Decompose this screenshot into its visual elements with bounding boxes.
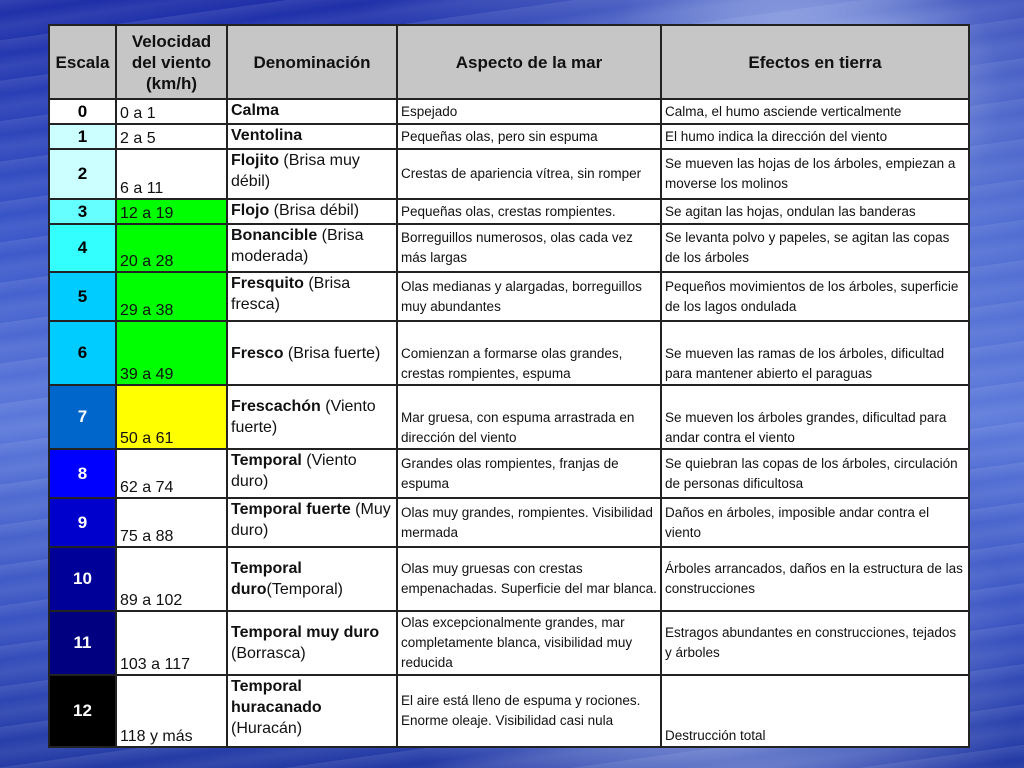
name-main: Temporal muy duro [231,624,380,641]
effects-cell: Se agitan las hojas, ondulan las banderas [661,199,969,224]
header-escala: Escala [49,25,116,99]
name-main: Temporal duro [231,560,302,598]
aspect-cell: Crestas de apariencia vítrea, sin romper [397,149,661,199]
table-row [49,99,969,124]
name-cell [227,124,397,149]
name-extra: (Brisa fresca) [231,275,351,313]
table-row [49,224,969,272]
speed-cell: 12 a 19 [116,199,227,224]
name-cell [227,149,397,199]
name-cell [227,321,397,385]
speed-cell: 2 a 5 [116,124,227,149]
header-denominacion: Denominación [227,25,397,99]
name-main: Flojo [231,202,270,219]
effects-cell: Se mueven las ramas de los árboles, dificultad para mantener abierto el paraguas [661,321,969,385]
effects-cell: Se quiebran las copas de los árboles, circulación de personas dificultosa [661,449,969,498]
name-extra: (Huracán) [231,720,303,737]
table-row [49,449,969,498]
name-cell [227,272,397,321]
aspect-cell: Olas excepcionalmente grandes, mar completamente blanca, visibilidad muy reducida [397,611,661,675]
name-main: Flojito [231,152,279,169]
effects-cell: Estragos abundantes en construcciones, tejados y árboles [661,611,969,675]
table-row [49,498,969,547]
name-extra: (Brisa débil) [269,202,360,219]
header-velocidad-line-2: del viento [131,52,212,72]
name-extra: (Muy duro) [231,501,391,539]
name-cell [227,385,397,449]
aspect-cell: Grandes olas rompientes, franjas de espuma [397,449,661,498]
name-main: Fresquito [231,275,304,292]
table-row [49,611,969,675]
name-cell [227,224,397,272]
name-main: Frescachón [231,398,321,415]
name-extra: (Brisa fuerte) [283,344,381,362]
name-extra: (Temporal) [266,581,344,598]
speed-cell: 0 a 1 [116,99,227,124]
effects-cell: Calma, el humo asciende verticalmente [661,99,969,124]
aspect-cell: Olas muy grandes, rompientes. Visibilidad mermada [397,498,661,547]
scale-cell: 1 [49,124,116,149]
aspect-cell: Espejado [397,99,661,124]
speed-cell: 89 a 102 [116,547,227,611]
effects-cell: El humo indica la dirección del viento [661,124,969,149]
scale-cell: 4 [49,224,116,272]
name-main: Temporal [231,452,302,469]
scale-cell: 10 [49,547,116,611]
name-main: Fresco [231,344,284,362]
header-velocidad [116,25,227,99]
name-extra: (Viento fuerte) [231,398,376,436]
speed-cell: 50 a 61 [116,385,227,449]
aspect-cell: Comienzan a formarse olas grandes, crestas rompientes, espuma [397,321,661,385]
header-efectos: Efectos en tierra [661,25,969,99]
speed-cell: 103 a 117 [116,611,227,675]
table-row [49,199,969,224]
effects-cell: Pequeños movimientos de los árboles, superficie de los lagos ondulada [661,272,969,321]
table-header-row [49,25,969,99]
aspect-cell: Olas medianas y alargadas, borreguillos muy abundantes [397,272,661,321]
speed-cell: 20 a 28 [116,224,227,272]
table-row [49,547,969,611]
slide-content [48,24,968,746]
name-cell [227,675,397,747]
aspect-cell: Pequeñas olas, pero sin espuma [397,124,661,149]
table-row [49,272,969,321]
effects-cell: Destrucción total [661,675,969,747]
table-row [49,124,969,149]
name-main: Temporal fuerte [231,501,351,518]
scale-cell: 5 [49,272,116,321]
header-velocidad-line-3: (km/h) [146,73,197,93]
aspect-cell: Olas muy gruesas con crestas empenachadas. Superficie del mar blanca. [397,547,661,611]
effects-cell: Se mueven los árboles grandes, dificultad para andar contra el viento [661,385,969,449]
scale-cell: 2 [49,149,116,199]
table-row [49,385,969,449]
table-row [49,321,969,385]
scale-cell: 3 [49,199,116,224]
scale-cell: 12 [49,675,116,747]
scale-cell: 11 [49,611,116,675]
table-row [49,149,969,199]
scale-cell: 9 [49,498,116,547]
name-cell [227,99,397,124]
scale-cell: 6 [49,321,116,385]
effects-cell: Se mueven las hojas de los árboles, empiezan a moverse los molinos [661,149,969,199]
aspect-cell: Pequeñas olas, crestas rompientes. [397,199,661,224]
effects-cell: Daños en árboles, imposible andar contra el viento [661,498,969,547]
aspect-cell: El aire está lleno de espuma y rociones. Enorme oleaje. Visibilidad casi nula [397,675,661,747]
name-main: Temporal huracanado [231,678,322,716]
aspect-cell: Mar gruesa, con espuma arrastrada en dirección del viento [397,385,661,449]
name-cell [227,611,397,675]
name-cell [227,449,397,498]
name-extra: (Borrasca) [231,645,306,662]
name-extra: (Viento duro) [231,452,357,490]
name-cell [227,199,397,224]
header-aspecto: Aspecto de la mar [397,25,661,99]
beaufort-scale-table [48,24,970,748]
speed-cell: 29 a 38 [116,272,227,321]
speed-cell: 6 a 11 [116,149,227,199]
speed-cell: 118 y más [116,675,227,747]
name-extra: (Brisa muy débil) [231,152,360,190]
scale-cell: 0 [49,99,116,124]
name-main: Ventolina [231,127,303,144]
header-velocidad-line-1: Velocidad [131,31,212,51]
name-cell [227,547,397,611]
table-row [49,675,969,747]
aspect-cell: Borreguillos numerosos, olas cada vez más largas [397,224,661,272]
speed-cell: 39 a 49 [116,321,227,385]
speed-cell: 62 a 74 [116,449,227,498]
effects-cell: Se levanta polvo y papeles, se agitan las copas de los árboles [661,224,969,272]
name-cell [227,498,397,547]
name-extra: (Brisa moderada) [231,227,364,265]
scale-cell: 7 [49,385,116,449]
name-main: Bonancible [231,227,318,244]
speed-cell: 75 a 88 [116,498,227,547]
scale-cell: 8 [49,449,116,498]
name-main: Calma [231,102,280,119]
effects-cell: Árboles arrancados, daños en la estructura de las construcciones [661,547,969,611]
